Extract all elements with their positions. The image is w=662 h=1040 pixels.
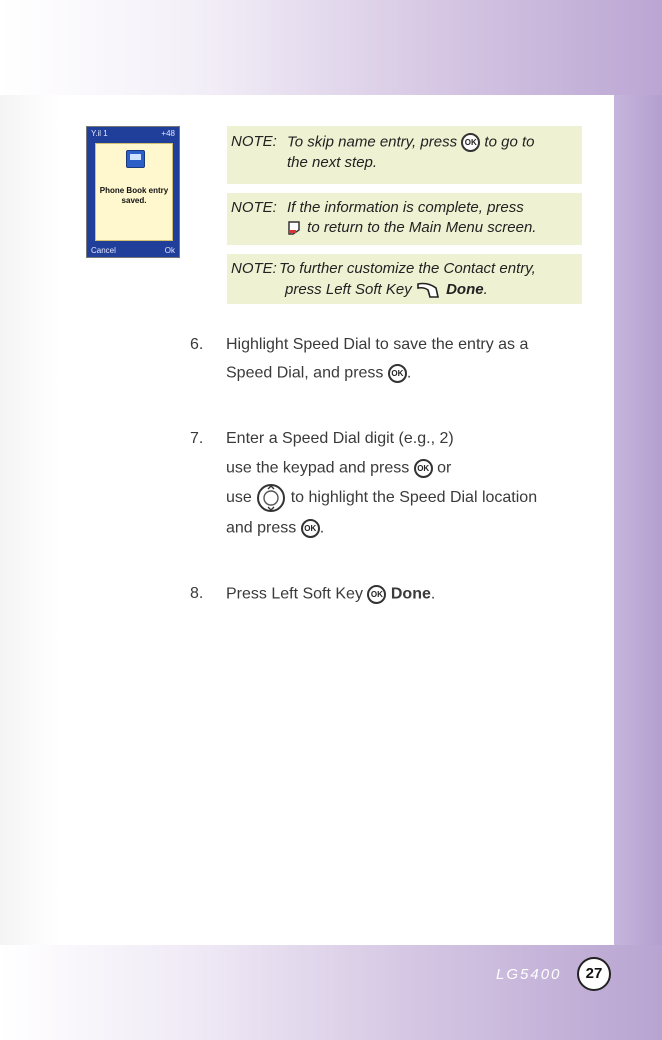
step-text-continued bbox=[226, 459, 451, 478]
phone-popup-message: Phone Book entry saved. bbox=[99, 186, 169, 205]
ok-key-icon: OK bbox=[367, 585, 386, 604]
step-text-part: Speed Dial, and press bbox=[226, 364, 384, 382]
ok-key-icon: OK bbox=[388, 364, 407, 383]
footer-band bbox=[0, 945, 662, 1040]
step-text-part: use bbox=[226, 489, 252, 507]
note-box bbox=[227, 254, 582, 304]
right-sidebar-band bbox=[614, 95, 662, 945]
step-text-part: to highlight the Speed Dial location bbox=[290, 489, 538, 507]
note-text: If the information is complete, press bbox=[287, 199, 524, 216]
note-text-part: to go to bbox=[484, 133, 535, 151]
note-box bbox=[227, 126, 582, 184]
note-text-continued bbox=[285, 219, 536, 237]
step-text-end: . bbox=[406, 364, 412, 382]
note-text: To further customize the Contact entry, bbox=[279, 260, 536, 277]
step-text bbox=[226, 585, 435, 604]
step-number: 6. bbox=[190, 336, 204, 353]
note-text-continued bbox=[285, 280, 488, 300]
note-label: NOTE: bbox=[231, 260, 277, 277]
footer-model-name: LG5400 bbox=[496, 966, 562, 983]
note-box bbox=[227, 193, 582, 245]
phone-soft-right: Ok bbox=[164, 246, 175, 255]
step-text-continued bbox=[226, 519, 324, 538]
phone-battery-status: +48 bbox=[161, 129, 175, 138]
step-number: 8. bbox=[190, 585, 204, 602]
note-text-part: To skip name entry, press bbox=[287, 133, 458, 151]
step-period: . bbox=[430, 585, 436, 603]
note-label: NOTE: bbox=[231, 133, 277, 150]
note-text-part: press Left Soft Key bbox=[285, 280, 412, 298]
end-key-icon bbox=[285, 219, 303, 237]
phonebook-icon bbox=[126, 150, 145, 168]
step-text-part: Press Left Soft Key bbox=[226, 585, 363, 603]
step-text-continued bbox=[226, 364, 411, 383]
phone-soft-left: Cancel bbox=[91, 246, 116, 255]
ok-key-icon: OK bbox=[461, 133, 480, 152]
note-text-continued: the next step. bbox=[287, 154, 378, 171]
phone-popup bbox=[95, 143, 173, 241]
step-text-end: . bbox=[319, 519, 325, 537]
note-label: NOTE: bbox=[231, 199, 277, 216]
step-text-part: and press bbox=[226, 519, 297, 537]
page-number: 27 bbox=[577, 957, 611, 991]
done-label: Done bbox=[390, 585, 431, 603]
phone-screen-image bbox=[86, 126, 180, 258]
step-number: 7. bbox=[190, 430, 204, 447]
step-text: Enter a Speed Dial digit (e.g., 2) bbox=[226, 430, 454, 447]
step-item bbox=[190, 430, 590, 550]
navigation-key-icon bbox=[256, 483, 286, 513]
ok-key-icon: OK bbox=[301, 519, 320, 538]
step-text-part: use the keypad and press bbox=[226, 459, 410, 477]
step-item bbox=[190, 585, 590, 611]
note-period: . bbox=[483, 280, 488, 298]
header-band bbox=[0, 0, 662, 95]
step-text-continued bbox=[226, 483, 537, 513]
step-text-part: or bbox=[437, 459, 452, 477]
note-text-part: to return to the Main Menu screen. bbox=[307, 219, 537, 236]
done-label: Done bbox=[446, 280, 484, 298]
note-text bbox=[287, 133, 534, 152]
left-soft-key-icon bbox=[416, 280, 442, 300]
step-item bbox=[190, 336, 590, 396]
ok-key-icon: OK bbox=[414, 459, 433, 478]
step-text: Highlight Speed Dial to save the entry as a bbox=[226, 336, 529, 353]
left-margin bbox=[0, 95, 60, 945]
phone-signal-status: Y.il 1 bbox=[91, 129, 108, 138]
